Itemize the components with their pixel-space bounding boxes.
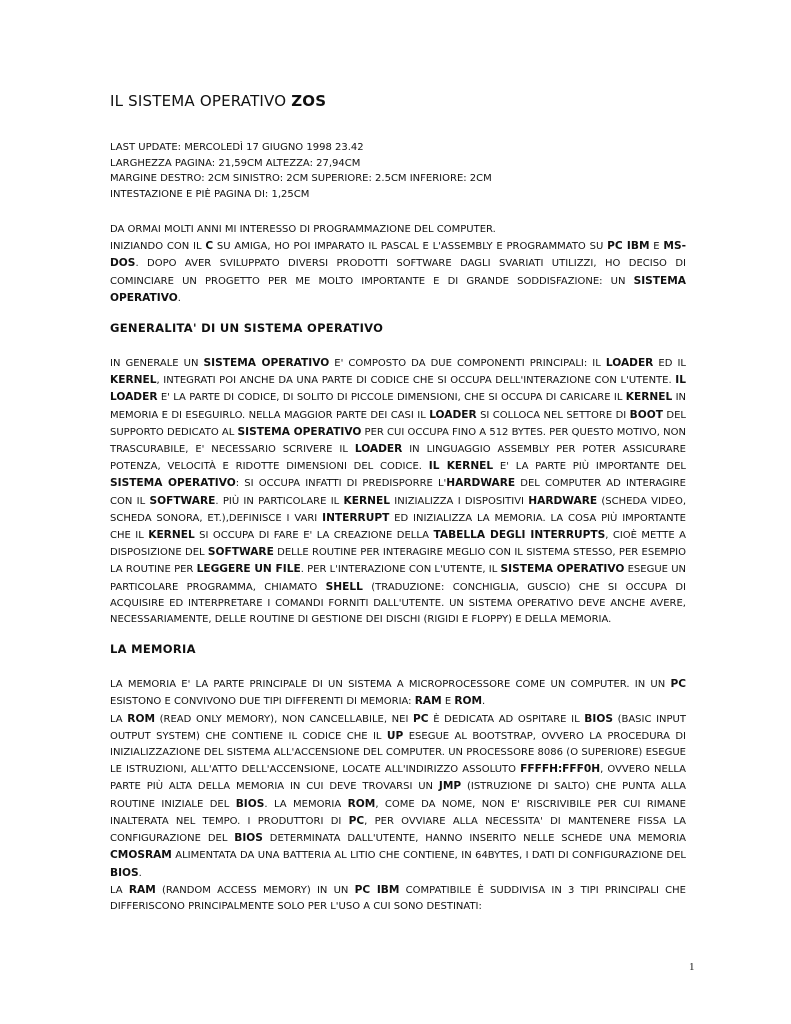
bold-term: BIOS [235,797,265,810]
text-run: SU AMIGA, HO POI IMPARATO IL PASCAL E L'ASSEMBLY E PROGRAMMATO SU [213,241,608,253]
bold-term: MS-DOS [110,240,686,270]
title-prefix: IL SISTEMA OPERATIVO [110,92,287,110]
text-run: LA MEMORIA E' LA PARTE PRINCIPALE DI UN SISTEMA A MICROPROCESSORE COME UN COMPUTER. IN UN [110,679,671,691]
section-generalita-body [110,355,686,628]
bold-term: SHELL [325,580,363,593]
text-run: IL [592,358,606,370]
title-os-name: ZOS [291,92,327,110]
text-run: IN LINGUAGGIO ASSEMBLY PER POTER ASSICURARE POTENZA, VELOCITÀ E RIDOTTE DIMENSIONI DEL CODICE. [110,444,686,473]
text-run: , PER OVVIARE ALLA NECESSITA' DI MANTENERE FISSA LA CONFIGURAZIONE DEL [110,815,687,845]
bold-term: JMP [438,780,462,793]
text-run: ESEGUE UN PARTICOLARE PROGRAMMA, CHIAMATO [110,564,686,593]
bold-term: SOFTWARE [149,494,216,507]
text-run: (ISTRUZIONE DI SALTO) CHE PUNTA ALLA ROUTINE INIZIALE DEL [110,781,686,810]
text-run: SI OCCUPA DI FARE E' LA CREAZIONE DELLA [194,530,434,542]
bold-term: PC IBM [607,240,650,253]
text-run: (READ ONLY MEMORY), NON CANCELLABILE, NEI [155,713,414,725]
bold-term: RAM [414,695,442,708]
text-run: ALIMENTATA DA UNA BATTERIA AL LITIO CHE CONTIENE, IN 64BYTES, I DATI DI CONFIGURAZIONE DEL [171,850,686,862]
bold-term: LOADER [605,357,654,370]
page-content [110,92,686,929]
text-run: : SI OCCUPA INFATTI DI PREDISPORRE L' [235,478,447,490]
bold-term: KERNEL [343,494,391,507]
text-run: , OVVERO NELLA PARTE PIÙ ALTA DELLA MEMORIA IN CUI DEVE TROVARSI UN [110,764,687,793]
text-run: DELLE ROUTINE PER INTERAGIRE MEGLIO CON IL SISTEMA STESSO, PER ESEMPIO LA ROUTINE PER [110,547,686,576]
text-run: . PER L'INTERAZIONE CON L'UTENTE, IL [300,564,501,576]
section-memoria-body [110,676,686,915]
bold-term: LOADER [429,408,477,421]
memoria-paragraph [110,882,686,915]
text-run: LA [110,884,129,896]
bold-term: ROM [127,712,155,725]
bold-term: SISTEMA OPERATIVO [110,477,236,490]
text-run: (BASIC INPUT OUTPUT SYSTEM) CHE CONTIENE IL CODICE CHE IL [110,713,686,742]
bold-term: HARDWARE [446,477,516,490]
memoria-paragraph [110,711,686,882]
section-heading-generalita: GENERALITA' DI UN SISTEMA OPERATIVO [110,321,384,336]
text-run: LA [110,713,128,725]
text-run: SI COLLOCA NEL SETTORE DI [476,409,630,421]
text-run: . LA MEMORIA [264,798,348,810]
memoria-paragraph [110,676,686,710]
bold-term: HARDWARE [528,494,598,507]
bold-term: SISTEMA OPERATIVO [110,274,686,304]
text-run: (SCHEDA VIDEO, SCHEDA SONORA, ET.),DEFINISCE I VARI [110,495,686,524]
text-run: . [177,292,181,304]
bold-term: CMOSRAM [110,849,172,862]
text-run: PER CUI OCCUPA FINO A 512 BYTES. PER QUESTO MOTIVO, NON TRASCURABILE, E' NECESSARIO SCRIVERE IL [110,426,686,456]
bold-term: KERNEL [110,374,157,387]
bold-term: KERNEL [148,529,195,542]
bold-term: PC [348,814,365,827]
text-run: (RANDOM ACCESS MEMORY) IN UN [155,884,355,896]
text-run: ESEGUE AL BOOTSTRAP, OVVERO LA PROCEDURA DI INIZIALIZZAZIONE DEL SISTEMA ALL'ACCENSIONE DEL COMPUTER. UN PROCESSORE 8086 (O SUPERIORE) ESEGUE LE ISTRUZIONI, ALL'ATTO DELL'ACCENSIONE, LOCATE ALL'INDIRIZZO ASSOLUTO [110,730,686,776]
text-run: DEL COMPUTER AD INTERAGIRE CON IL [110,478,686,507]
bold-term: BIOS [234,832,263,845]
bold-term: FFFFH:FFF0H [520,763,601,776]
intro-paragraph [110,238,686,307]
text-run: INIZIANDO CON IL [110,241,206,253]
bold-term: PC [670,678,686,691]
intro-paragraph [110,222,686,238]
text-run: (TRADUZIONE: CONCHIGLIA, GUSCIO) CHE SI OCCUPA DI ACQUISIRE ED INTERPRETARE I COMANDI FORNITI DALL'UTENTE. UN SISTEMA OPERATIVO DEVE ANCHE AVERE, NECESSARIAMENTE, DELLE ROUTINE DI GESTIONE DEI DISCHI (RIGIDI E FLOPPY) E DELLA MEMORIA. [110,581,686,626]
text-run: IN GENERALE UN [110,358,204,370]
bold-term: INTERRUPT [322,511,390,524]
bold-term: UP [386,729,404,742]
text-run: DETERMINATA DALL'UTENTE, HANNO INSERITO NELLE SCHEDE UNA MEMORIA [262,833,686,845]
bold-term: TABELLA DEGLI INTERRUPTS [433,529,606,542]
text-run: ED INIZIALIZZA LA MEMORIA. LA COSA PIÙ IMPORTANTE CHE IL [110,512,687,542]
text-run: INIZIALIZZA I DISPOSITIVI [390,495,529,507]
text-run: . [482,696,486,708]
bold-term: C [205,240,214,253]
text-run: È DEDICATA AD OSPITARE IL [428,713,585,725]
bold-term: ROM [347,797,376,810]
bold-term: LOADER [354,443,403,456]
generalita-paragraph [110,355,686,628]
page-number: 1 [689,961,695,973]
bold-term: RAM [128,883,156,896]
bold-term: IL KERNEL [428,460,494,473]
bold-term: KERNEL [625,391,673,404]
bold-term: PC IBM [354,883,400,896]
meta-last-update: LAST UPDATE: MERCOLEDÌ 17 GIUGNO 1998 23.42 [110,142,364,153]
document-meta [110,140,686,202]
meta-margins: MARGINE DESTRO: 2CM SINISTRO: 2CM SUPERIORE: 2.5CM INFERIORE: 2CM [110,173,492,184]
text-run: ESISTONO E CONVIVONO DUE TIPI DIFFERENTI DI MEMORIA: [110,696,415,708]
text-run: DEL SUPPORTO DEDICATO AL [110,409,686,438]
bold-term: ROM [454,695,483,708]
section-heading-memoria: LA MEMORIA [110,642,196,657]
bold-term: BIOS [584,712,613,725]
text-run: , COME DA NOME, NON E' RISCRIVIBILE PER CUI RIMANE INALTERATA NEL TEMPO. I PRODUTTORI DI [110,798,687,827]
bold-term: LEGGERE UN FILE [196,563,301,576]
meta-page-size: LARGHEZZA PAGINA: 21,59CM ALTEZZA: 27,94CM [110,157,361,169]
text-run: COMPATIBILE È SUDDIVISA IN 3 TIPI PRINCIPALI CHE DIFFERISCONO PRINCIPALMENTE SOLO PER L'USO A CUI SONO DESTINATI: [110,884,686,912]
bold-term: SISTEMA OPERATIVO [203,357,330,370]
bold-term: SISTEMA OPERATIVO [237,425,362,438]
text-run: E' LA PARTE DI CODICE, DI SOLITO DI PICCOLE DIMENSIONI, CHE SI OCCUPA DI CARICARE IL [157,392,626,404]
text-run: E [649,241,664,253]
text-run: IN MEMORIA E DI ESEGUIRLO. NELLA MAGGIOR PARTE DEI CASI IL [110,392,687,421]
document-title [110,92,686,110]
meta-header-footer: INTESTAZIONE E PIÈ PAGINA DI: 1,25CM [110,188,310,200]
text-run: . PIÙ IN PARTICOLARE IL [215,495,344,507]
text-run: E' COMPOSTO DA DUE COMPONENTI PRINCIPALI: [329,358,593,370]
bold-term: SOFTWARE [207,546,274,559]
text-run: DA ORMAI MOLTI ANNI MI INTERESSO DI PROGRAMMAZIONE DEL COMPUTER. [110,224,496,235]
bold-term: BIOS [110,866,139,879]
bold-term: IL LOADER [110,374,686,404]
text-run: . DOPO AVER SVILUPPATO DIVERSI PRODOTTI SOFTWARE DAGLI SVARIATI UTILIZZI, HO DECISO DI COMINCIARE UN PROGETTO PER ME MOLTO IMPORTANTE E DI GRANDE SODDISFAZIONE: UN [110,258,686,287]
text-run: , INTEGRATI POI ANCHE DA UNA PARTE DI CODICE CHE SI OCCUPA DELL'INTERAZIONE CON L'UTENTE. [156,375,676,387]
intro-block [110,222,686,307]
bold-term: BOOT [629,408,663,421]
text-run: , CIOÈ METTE A DISPOSIZIONE DEL [110,530,686,559]
bold-term: SISTEMA OPERATIVO [500,563,625,576]
bold-term: PC [413,712,429,725]
text-run: E [441,696,455,708]
text-run: ED IL [653,358,686,370]
text-run: . [138,867,142,879]
text-run: E' LA PARTE PIÙ IMPORTANTE DEL [493,461,686,473]
